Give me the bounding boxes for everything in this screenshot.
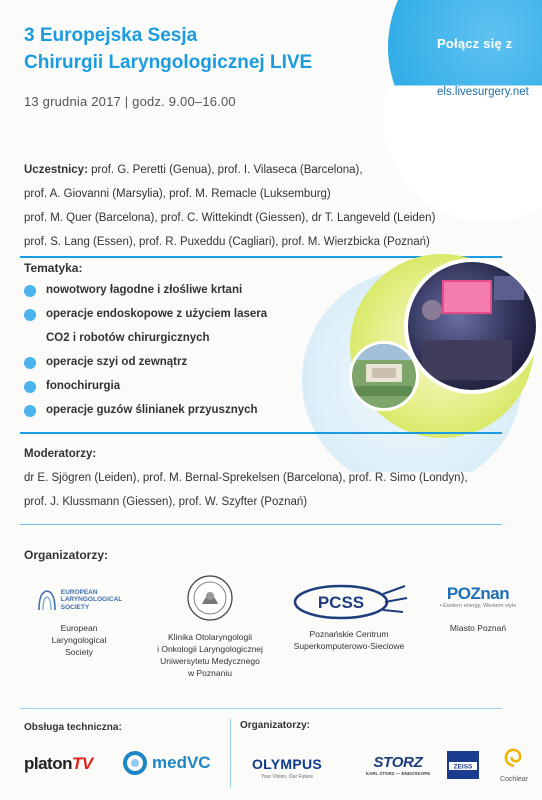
participants-label: Uczestnicy: <box>24 164 88 176</box>
cochlear-text: Cochlear <box>499 776 528 783</box>
caption-line: w Poznaniu <box>188 668 232 678</box>
topic-text: operacje guzów ślinianek przyusznych <box>46 404 258 416</box>
cochlear-swirl-icon <box>501 746 527 770</box>
caption-line: Poznańskie Centrum <box>309 629 389 639</box>
caption-line: Klinika Otolaryngologii <box>167 632 253 642</box>
medvc-logo <box>122 750 211 776</box>
caption-line: Uniwersytetu Medycznego <box>160 656 260 666</box>
topic-text: nowotwory łagodne i złośliwe krtani <box>46 284 243 296</box>
tech-support-label: Obsługa techniczna: <box>24 722 122 733</box>
topic-text: fonochirurgia <box>46 380 121 392</box>
divider-middle <box>20 432 502 434</box>
event-date: 13 grudnia 2017 | godz. 9.00–16.00 <box>24 94 236 109</box>
storz-tagline: KARL STORZ — ENDOSKOPE <box>365 771 431 776</box>
bullet-dot <box>24 381 36 393</box>
participants-line1 <box>24 158 504 182</box>
event-title-line1: 3 Europejska Sesja <box>24 25 198 46</box>
caption-line: Laryngological <box>51 635 107 645</box>
decor-circles-photos <box>292 240 542 472</box>
bullet-dot <box>24 405 36 417</box>
els-logo-line: EUROPEAN <box>60 588 98 596</box>
zeiss-text: ZEISS <box>453 763 473 771</box>
els-logo-line: LARYNGOLOGICAL <box>60 596 123 604</box>
bullet-dot <box>24 357 36 369</box>
topic-text: operacje endoskopowe z użyciem lasera <box>46 308 268 320</box>
olympus-logo <box>238 756 336 780</box>
poznan-caption: Miasto Poznań <box>449 623 507 633</box>
poznan-tagline: • Eastern energy, Western style <box>439 603 517 609</box>
pcss-logo-block <box>284 582 414 652</box>
karl-storz-logo <box>362 754 434 776</box>
poznan-logo-text: POZnan <box>446 584 510 603</box>
els-logo-line: SOCIETY <box>60 603 90 611</box>
els-mark-icon <box>36 588 58 612</box>
participants-line4: prof. S. Lang (Essen), prof. R. Puxeddu (Cagliari), prof. M. Wierzbicka (Poznań) <box>24 236 430 248</box>
moderators-label: Moderatorzy: <box>24 448 97 460</box>
platon-tv-text: TV <box>72 754 93 773</box>
university-seal-icon <box>186 574 234 622</box>
caption-line: Society <box>65 647 93 657</box>
poznan-logo <box>418 584 538 616</box>
topic-text: CO2 i robotów chirurgicznych <box>46 332 210 344</box>
caption-line: Superkomputerowo-Sieciowe <box>293 641 405 651</box>
platon-tv-logo <box>24 754 93 774</box>
platon-text: platon <box>24 754 72 773</box>
bullet-dot <box>24 309 36 321</box>
klinika-caption <box>140 631 280 679</box>
event-title-line2: Chirurgii Laryngologicznej LIVE <box>24 52 313 73</box>
event-title <box>24 22 404 76</box>
participants-line1-text: prof. G. Peretti (Genua), prof. I. Vilaseca (Barcelona), <box>87 164 363 176</box>
pcss-logo <box>284 582 414 622</box>
zeiss-logo <box>446 750 480 780</box>
connect-label: Połącz się z <box>437 36 513 51</box>
poznan-logo-block <box>418 584 538 634</box>
topics-label: Tematyka: <box>24 261 83 275</box>
bullet-dot <box>24 285 36 297</box>
sponsors-organizers-label: Organizatorzy: <box>240 720 311 731</box>
moderators-line1: dr E. Sjögren (Leiden), prof. M. Bernal-Sprekelsen (Barcelona), prof. R. Simo (Londyn), <box>24 472 468 484</box>
olympus-tagline: Your Vision, Our Future <box>261 774 313 780</box>
participants-line2: prof. A. Giovanni (Marsylia), prof. M. Remacle (Luksemburg) <box>24 188 331 200</box>
cochlear-logo <box>492 746 536 783</box>
medvc-ring-icon <box>122 750 148 776</box>
olympus-text: OLYMPUS <box>251 756 323 772</box>
moderators-line2: prof. J. Klussmann (Giessen), prof. W. Szyfter (Poznań) <box>24 496 308 508</box>
els-logo-block <box>24 584 134 658</box>
klinika-logo-block <box>140 574 280 679</box>
divider-sponsors <box>20 708 502 709</box>
storz-text: STORZ <box>373 754 423 771</box>
pcss-logo-text: PCSS <box>317 593 365 612</box>
els-caption <box>24 622 134 658</box>
caption-line: i Onkologii Laryngologicznej <box>157 644 263 654</box>
pcss-caption <box>284 628 414 652</box>
participants-line3: prof. M. Quer (Barcelona), prof. C. Wittekindt (Giessen), dr T. Langeveld (Leiden) <box>24 212 436 224</box>
organizers-label: Organizatorzy: <box>24 548 109 562</box>
moderators-section <box>24 442 514 514</box>
divider-organizers <box>20 524 502 525</box>
medvc-text: medVC <box>152 753 211 772</box>
livesurgery-link[interactable]: els.livesurgery.net <box>437 86 529 98</box>
sponsors-vertical-divider <box>230 718 231 788</box>
els-logo-text <box>61 589 123 612</box>
caption-line: European <box>60 623 98 633</box>
els-logo <box>24 584 134 616</box>
topic-text: operacje szyi od zewnątrz <box>46 356 188 368</box>
pcss-logo-mark <box>287 582 411 622</box>
